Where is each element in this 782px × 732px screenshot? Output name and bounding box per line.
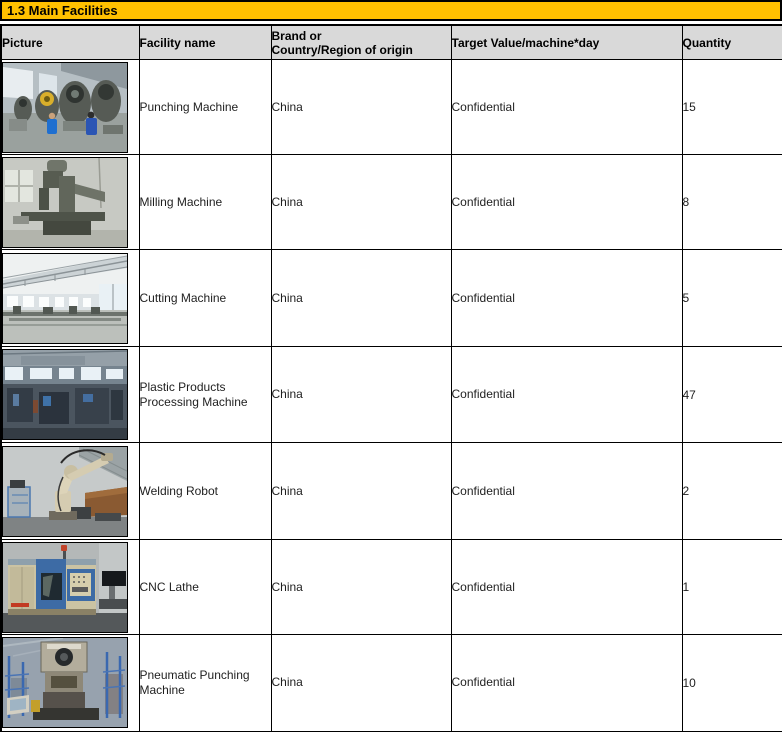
facilities-table — [0, 24, 782, 732]
col-header-target-value: Target Value/machine*day — [451, 25, 682, 60]
col-header-quantity: Quantity — [682, 25, 782, 60]
section-title-bar — [0, 0, 782, 21]
picture-cell — [1, 60, 139, 155]
quantity-cell: 5 — [682, 250, 782, 347]
facility-name-cell: Milling Machine — [139, 155, 271, 250]
quantity-cell: 47 — [682, 347, 782, 443]
target-value-cell: Confidential — [451, 250, 682, 347]
punching-machine-workshop-photo — [2, 62, 128, 153]
cnc-lathe-photo — [2, 542, 128, 633]
origin-cell: China — [271, 250, 451, 347]
target-value-cell: Confidential — [451, 635, 682, 732]
facility-name-cell: Punching Machine — [139, 60, 271, 155]
quantity-cell: 1 — [682, 540, 782, 635]
target-value-cell: Confidential — [451, 347, 682, 443]
target-value-cell: Confidential — [451, 540, 682, 635]
table-row-cnc-lathe — [1, 540, 782, 635]
origin-cell: China — [271, 347, 451, 443]
target-value-cell: Confidential — [451, 443, 682, 540]
facility-name-cell: Cutting Machine — [139, 250, 271, 347]
cutting-machine-workshop-photo — [2, 253, 128, 344]
facility-name-cell: Pneumatic Punching Machine — [139, 635, 271, 732]
quantity-cell: 8 — [682, 155, 782, 250]
facility-name-cell: CNC Lathe — [139, 540, 271, 635]
table-row-plastic-products-machine — [1, 347, 782, 443]
picture-cell — [1, 540, 139, 635]
quantity-cell: 10 — [682, 635, 782, 732]
col-header-brand-origin: Brand or Country/Region of origin — [271, 25, 451, 60]
picture-cell — [1, 155, 139, 250]
quantity-cell: 2 — [682, 443, 782, 540]
origin-cell: China — [271, 443, 451, 540]
target-value-cell: Confidential — [451, 60, 682, 155]
target-value-cell: Confidential — [451, 155, 682, 250]
col-header-picture: Picture — [1, 25, 139, 60]
table-row-welding-robot — [1, 443, 782, 540]
origin-cell: China — [271, 540, 451, 635]
welding-robot-photo — [2, 446, 128, 537]
picture-cell — [1, 250, 139, 347]
picture-cell — [1, 347, 139, 443]
table-row-cutting-machine — [1, 250, 782, 347]
picture-cell — [1, 443, 139, 540]
origin-cell: China — [271, 635, 451, 732]
section-title: 1.3 Main Facilities — [7, 3, 118, 18]
origin-cell: China — [271, 60, 451, 155]
facility-name-cell: Welding Robot — [139, 443, 271, 540]
picture-cell — [1, 635, 139, 732]
header-row — [1, 25, 782, 60]
milling-machine-photo — [2, 157, 128, 248]
facility-name-cell: Plastic Products Processing Machine — [139, 347, 271, 443]
quantity-cell: 15 — [682, 60, 782, 155]
col-header-facility-name: Facility name — [139, 25, 271, 60]
table-row-milling-machine — [1, 155, 782, 250]
pneumatic-punching-machine-photo — [2, 637, 128, 728]
plastic-products-workshop-photo — [2, 349, 128, 440]
table-row-pneumatic-punching-machine — [1, 635, 782, 732]
table-row-punching-machine — [1, 60, 782, 155]
origin-cell: China — [271, 155, 451, 250]
